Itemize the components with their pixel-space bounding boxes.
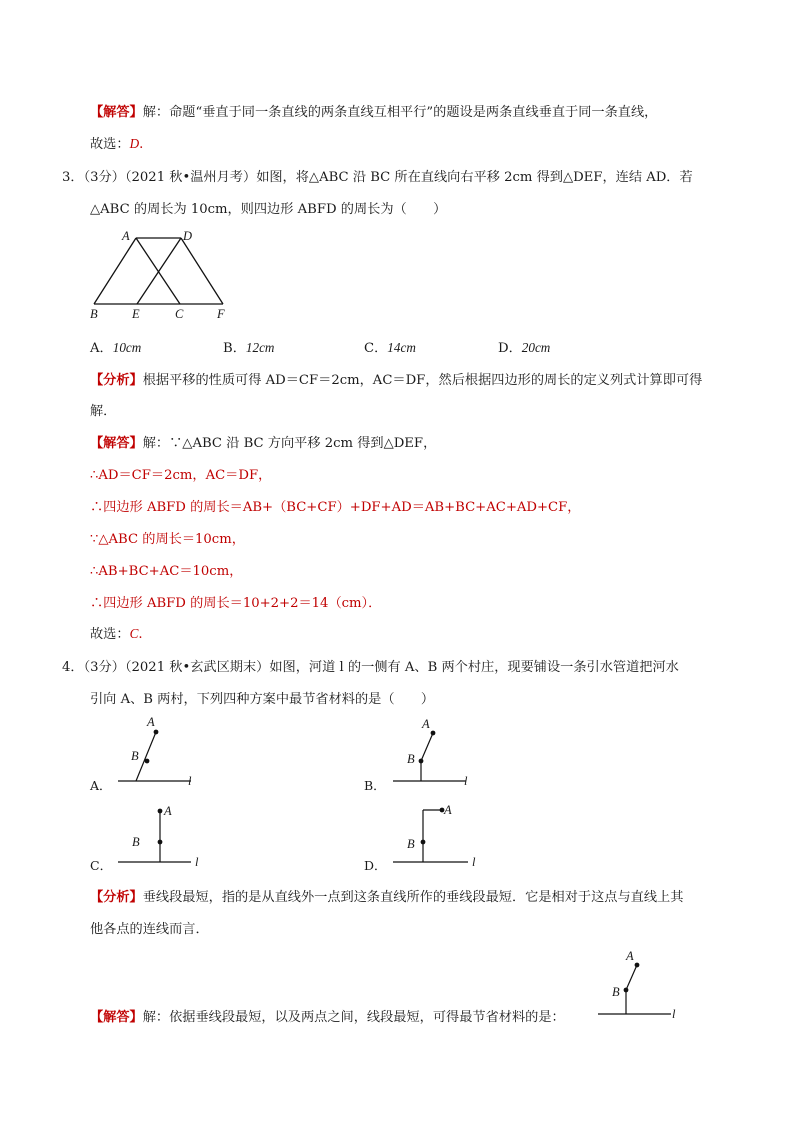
answer-tag: 【解答】: [90, 436, 143, 451]
label-d: D: [183, 229, 193, 243]
svg-text:A: A: [164, 804, 172, 818]
q4-option-a-letter: A．: [90, 778, 112, 793]
edge-df: [181, 238, 223, 304]
q3-option-a: A．10cm: [90, 340, 142, 356]
q3-solution-line1: [90, 432, 436, 451]
q3-stem-line2: △ABC 的周长为 10cm，则四边形 ABFD 的周长为（ ）: [90, 202, 447, 217]
label-b: B: [90, 307, 98, 321]
analysis-text: 垂线段最短，指的是从直线外一点到这条直线所作的垂线段最短．它是相对于这点与直线上其: [142, 890, 684, 905]
q4-answer-figure: [595, 946, 685, 1021]
q4-score: （3分）: [83, 660, 125, 675]
q2-choose: [90, 133, 143, 152]
q4-number: 4．: [62, 660, 84, 675]
edge-ab: [94, 238, 136, 304]
q3-solution-line6: ∴四边形 ABFD 的周长＝10+2+2＝14（cm）．: [90, 596, 382, 611]
q4-option-a-figure: [115, 712, 205, 787]
svg-text:l: l: [195, 855, 199, 869]
q3-option-c: C．14cm: [364, 340, 416, 356]
q2-answer: [90, 101, 657, 120]
svg-text:B: B: [612, 985, 620, 999]
svg-text:A: A: [147, 715, 155, 729]
svg-text:A: A: [444, 803, 452, 817]
choose-value: D: [129, 136, 140, 151]
q3-source: （2021 秋•温州月考）: [124, 170, 257, 185]
q4-stem-line2: 引向 A、B 两村，下列四种方案中最节省材料的是（ ）: [90, 692, 435, 707]
svg-text:A: A: [422, 717, 430, 731]
q4-analysis-line2: 他各点的连线而言．: [90, 922, 209, 937]
answer-tag: 【解答】: [90, 1010, 143, 1025]
choose-period: .: [138, 627, 143, 642]
label-f: F: [217, 307, 225, 321]
analysis-text: 根据平移的性质可得 AD＝CF＝2cm，AC＝DF，然后根据四边形的周长的定义列式计算即可得: [142, 373, 703, 388]
q3-score: （3分）: [83, 170, 125, 185]
answer-tag: 【解答】: [90, 105, 143, 120]
label-c: C: [175, 307, 184, 321]
analysis-tag: 【分析】: [90, 890, 143, 905]
q3-stem-line1: [62, 166, 693, 185]
q3-analysis-line2: 解．: [90, 404, 117, 419]
choose-period: .: [139, 137, 144, 152]
label-e: E: [132, 307, 140, 321]
answer-text: 解：命题“垂直于同一条直线的两条直线互相平行”的题设是两条直线垂直于同一条直线，: [142, 105, 658, 120]
svg-text:l: l: [464, 774, 468, 788]
svg-text:l: l: [472, 855, 476, 869]
q3-solution-line5: ∴AB+BC+AC＝10cm，: [90, 564, 243, 579]
q4-stem: 如图，河道 l 的一侧有 A、B 两个村庄，现要铺设一条引水管道把河水: [269, 660, 679, 675]
svg-text:B: B: [407, 752, 415, 766]
q3-solution-line4: ∵△ABC 的周长＝10cm，: [90, 532, 245, 547]
choose-prefix: 故选：: [90, 627, 130, 642]
q3-option-d: D．20cm: [498, 340, 551, 356]
q4-option-b-figure: [390, 712, 480, 787]
q4-option-c-letter: C．: [90, 858, 113, 873]
q4-option-d-figure: [390, 796, 480, 871]
label-a: A: [122, 229, 130, 243]
choose-prefix: 故选：: [90, 137, 130, 152]
svg-text:B: B: [132, 835, 140, 849]
q4-answer: [90, 1006, 565, 1025]
q3-choose: [90, 623, 143, 642]
q4-option-b-letter: B．: [364, 778, 386, 793]
edge-de: [137, 238, 181, 304]
q4-analysis: [90, 886, 683, 905]
svg-text:A: A: [626, 949, 634, 963]
svg-text:l: l: [188, 774, 192, 788]
q4-stem-line1: [62, 656, 679, 675]
svg-text:B: B: [407, 837, 415, 851]
svg-text:l: l: [672, 1007, 676, 1021]
q4-option-c-figure: [115, 796, 205, 871]
edge-ac: [136, 238, 180, 304]
q3-analysis: [90, 369, 702, 388]
q3-solution-line3: ∴四边形 ABFD 的周长＝AB+（BC+CF）+DF+AD＝AB+BC+AC+AD+CF，: [90, 500, 581, 515]
svg-text:B: B: [131, 749, 139, 763]
q3-option-b: B．12cm: [223, 340, 275, 356]
choose-value: C: [129, 626, 139, 641]
q4-source: （2021 秋•玄武区期末）: [124, 660, 270, 675]
q3-solution-line2: ∴AD＝CF＝2cm，AC＝DF，: [90, 468, 272, 483]
answer-text: 解：依据垂线段最短，以及两点之间，线段最短，可得最节省材料的是：: [142, 1010, 565, 1025]
solution-step: 解：∵△ABC 沿 BC 方向平移 2cm 得到△DEF，: [142, 436, 437, 451]
q4-option-d-letter: D．: [364, 858, 387, 873]
q3-stem: 如图，将△ABC 沿 BC 所在直线向右平移 2cm 得到△DEF，连结 AD．若: [256, 170, 693, 185]
q3-number: 3．: [62, 170, 84, 185]
q3-translation-figure: [86, 226, 236, 321]
analysis-tag: 【分析】: [90, 373, 143, 388]
